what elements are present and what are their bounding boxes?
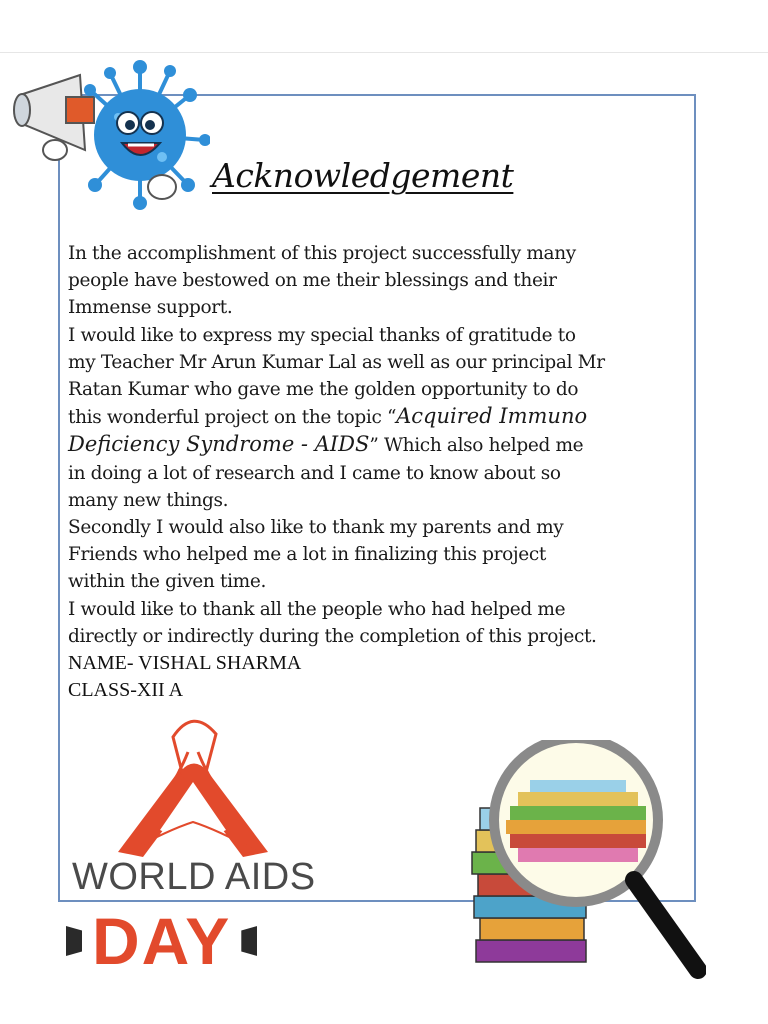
page-title: Acknowledgement	[212, 156, 514, 195]
project-topic-part1: Acquired Immuno	[396, 404, 588, 429]
day-label: DAY	[92, 904, 232, 978]
bracket-right-icon	[241, 926, 257, 956]
text-fragment: ” Which also helped me	[369, 435, 584, 457]
text-line: I would like to express my special thanks of gratitude to	[68, 324, 576, 346]
acknowledgement-body	[68, 240, 688, 704]
aids-ribbon-icon	[98, 712, 288, 860]
text-line: directly or indirectly during the completion of this project.	[68, 625, 597, 647]
student-name: NAME- VISHAL SHARMA	[68, 652, 302, 675]
text-line: In the accomplishment of this project successfully many	[68, 243, 576, 264]
bracket-left-icon	[66, 926, 82, 956]
virus-mascot-icon	[10, 55, 210, 215]
text-line	[68, 403, 688, 431]
top-bar	[0, 0, 768, 53]
text-line: within the given time.	[68, 571, 266, 593]
megaphone-icon	[14, 75, 94, 160]
text-line: I would like to thank all the people who had helped me	[68, 598, 566, 620]
student-class: CLASS-XII A	[68, 679, 184, 702]
day-banner	[66, 906, 257, 976]
text-line	[68, 431, 688, 459]
text-line: people have bestowed on me their blessings and their	[68, 270, 557, 292]
text-fragment: this wonderful project on the topic “	[68, 407, 397, 429]
books-stack-icon	[466, 740, 706, 980]
text-line: Friends who helped me a lot in finalizing this project	[68, 544, 546, 566]
text-line: my Teacher Mr Arun Kumar Lal as well as our principal Mr	[68, 351, 605, 373]
text-line: in doing a lot of research and I came to know about so	[68, 462, 561, 484]
project-topic-part2: Deficiency Syndrome - AIDS	[68, 432, 370, 457]
text-line: many new things.	[68, 489, 229, 511]
text-line: Immense support.	[68, 297, 233, 319]
world-aids-label: WORLD AIDS	[72, 856, 316, 898]
text-line: Secondly I would also like to thank my parents and my	[68, 517, 564, 539]
text-line: Ratan Kumar who gave me the golden opportunity to do	[68, 379, 579, 401]
